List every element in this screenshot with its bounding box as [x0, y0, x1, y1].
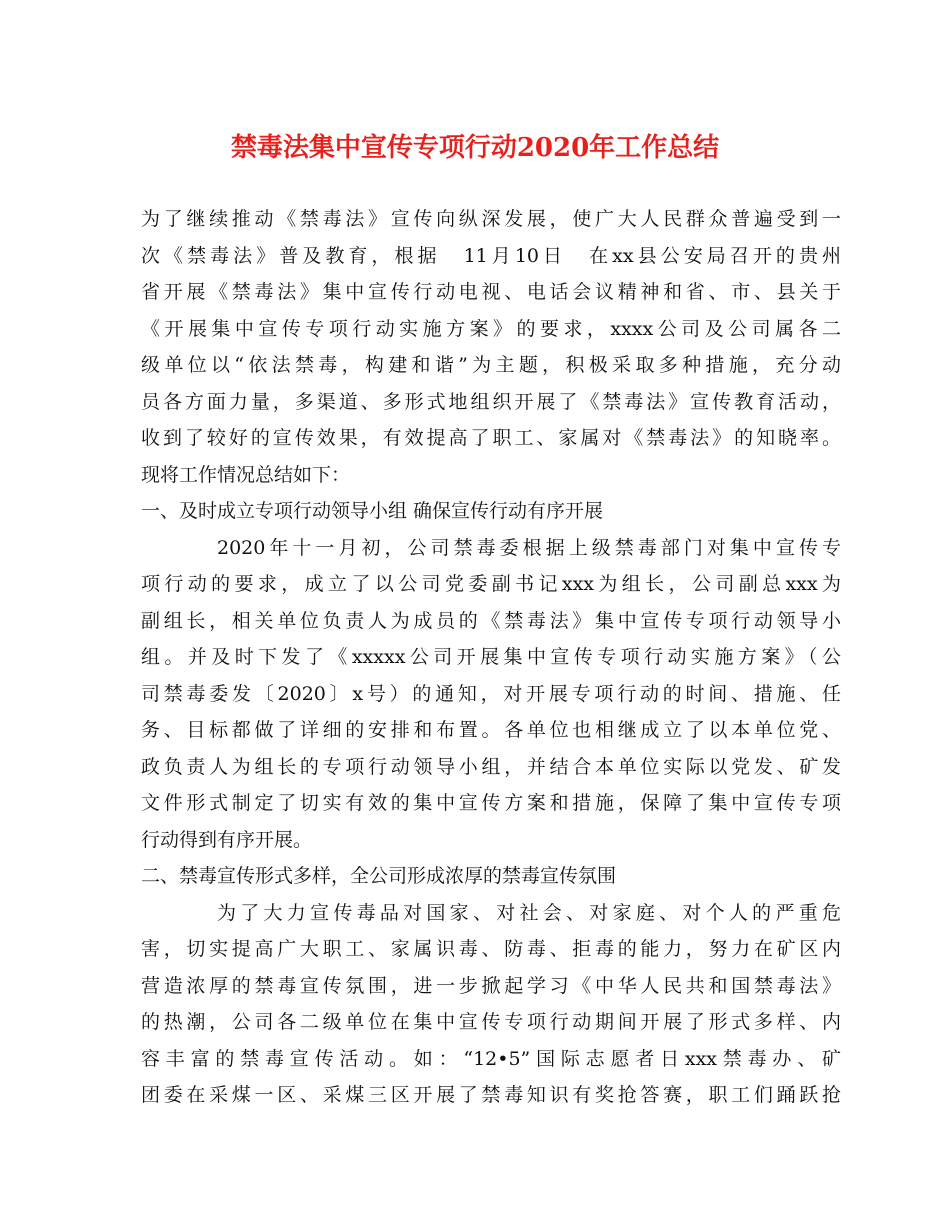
section-heading: 二、禁毒宣传形式多样，全公司形成浓厚的禁毒宣传氛围 [141, 865, 617, 887]
document-title: 禁毒法集中宣传专项行动2020年工作总结 [230, 133, 720, 163]
body-line: 项行动的要求，成立了以公司党委副书记xxx为组长，公司副总xxx为 [141, 573, 841, 595]
body-line: 容丰富的禁毒宣传活动。如：“12•5”国际志愿者日xxx禁毒办、矿 [141, 1047, 841, 1070]
body-line: 文件形式制定了切实有效的集中宣传方案和措施，保障了集中宣传专项 [141, 792, 841, 814]
body-line: 政负责人为组长的专项行动领导小组，并结合本单位实际以党发、矿发 [141, 755, 841, 778]
body-line: 害，切实提高广大职工、家属识毒、防毒、拒毒的能力，努力在矿区内 [141, 938, 841, 960]
body-line: 《开展集中宣传专项行动实施方案》的要求，xxxx公司及公司属各二 [141, 317, 841, 340]
body-line: 级单位以“依法禁毒，构建和谐”为主题，积极采取多种措施，充分动 [141, 354, 841, 376]
body-line: 省开展《禁毒法》集中宣传行动电视、电话会议精神和省、市、县关于 [141, 281, 841, 303]
body-line: 组。并及时下发了《xxxxx公司开展集中宣传专项行动实施方案》（公 [141, 646, 841, 668]
body-line: 的热潮，公司各二级单位在集中宣传专项行动期间开展了形式多样、内 [141, 1011, 841, 1033]
body-line: 为了继续推动《禁毒法》宣传向纵深发展，使广大人民群众普遍受到一 [141, 208, 841, 230]
document-body [141, 201, 841, 1114]
body-line: 副组长，相关单位负责人为成员的《禁毒法》集中宣传专项行动领导小 [141, 609, 841, 632]
body-line: 务、目标都做了详细的安排和布置。各单位也相继成立了以本单位党、 [141, 719, 841, 741]
body-line: 员各方面力量，多渠道、多形式地组织开展了《禁毒法》宣传教育活动， [141, 390, 841, 413]
body-line: 2020年十一月初，公司禁毒委根据上级禁毒部门对集中宣传专 [217, 536, 841, 559]
body-line: 行动得到有序开展。 [141, 828, 313, 851]
body-line: 次《禁毒法》普及教育，根据 11月10日 在xx县公安局召开的贵州 [141, 244, 841, 267]
body-line: 收到了较好的宣传效果，有效提高了职工、家属对《禁毒法》的知晓率。 [141, 427, 841, 449]
body-line: 为了大力宣传毒品对国家、对社会、对家庭、对个人的严重危 [217, 901, 841, 924]
body-line: 司禁毒委发〔2020〕x号）的通知，对开展专项行动的时间、措施、任 [141, 682, 841, 705]
body-line: 营造浓厚的禁毒宣传氛围，进一步掀起学习《中华人民共和国禁毒法》 [141, 974, 841, 997]
section-heading: 一、及时成立专项行动领导小组 确保宣传行动有序开展 [141, 500, 604, 522]
body-line: 现将工作情况总结如下： [141, 463, 351, 486]
body-line: 团委在采煤一区、采煤三区开展了禁毒知识有奖抢答赛，职工们踊跃抢 [141, 1084, 841, 1106]
